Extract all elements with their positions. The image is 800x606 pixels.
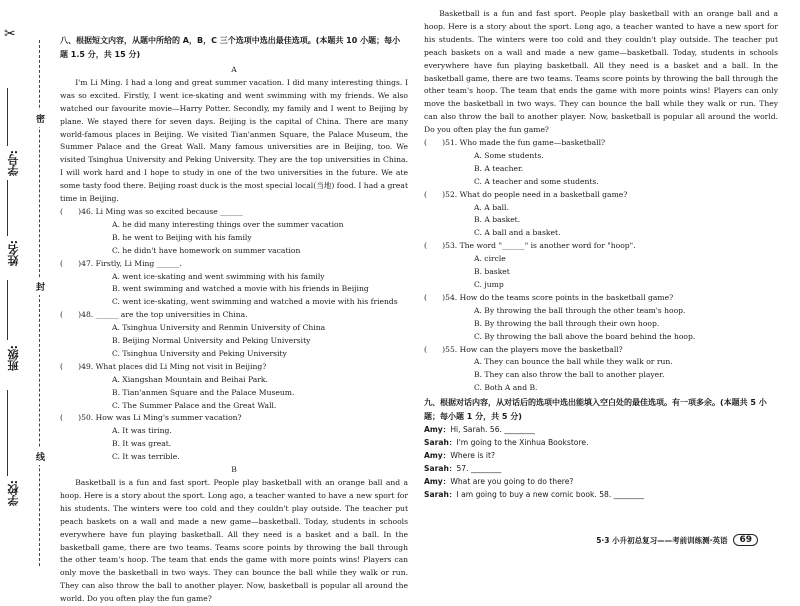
scissors-icon: ✂ [4, 26, 16, 42]
speaker: Sarah： [424, 489, 457, 499]
option: C. A teacher and some students. [474, 176, 599, 186]
utterance: Where is it? [450, 450, 495, 460]
speaker: Sarah： [424, 463, 457, 473]
option: B. he went to Beijing with his family [112, 232, 252, 242]
page-number: 69 [733, 534, 758, 546]
question-49 [60, 361, 408, 413]
utterance: Hi, Sarah. 56. ________ [450, 425, 535, 435]
class-line [7, 280, 8, 340]
option: A. Xiangshan Mountain and Beihai Park. [112, 374, 268, 384]
option: A. Some students. [474, 150, 544, 160]
option: C. A ball and a basket. [474, 228, 561, 238]
option: A. went ice-skating and went swimming with his family [112, 271, 325, 281]
option: B. By throwing the ball through their own hoop. [474, 318, 660, 328]
left-column [60, 34, 409, 604]
question-stem: ( )55. How can the players move the basketball? [424, 344, 623, 354]
option: B. went swimming and watched a movie with his friends in Beijing [112, 284, 369, 294]
name-field [6, 240, 28, 266]
section9-title: 九、根据对话内容，从对话后的选项中选出能填入空白处的最佳选项。有一项多余。(本题共 5 小题；每小题 1 分，共 5 分) [424, 398, 767, 422]
question-55 [424, 344, 778, 396]
school-field [6, 480, 28, 506]
option: B. A basket. [474, 215, 521, 225]
seal-mark: 线 [36, 448, 45, 465]
passage-b-label: B [231, 465, 237, 475]
passage-a: I'm Li Ming. I had a long and great summer vacation. I did many interesting things. I was so excited. Firstly, I went ice-skating and went swimming with my friends. We also watched our favourite movie—Harry Potter. Secondly, my family and I went to Beijing by plane. We stayed there for seven days. Beijing is the capital of China. There are many world-famous places in Beijing. We visited Tian'anmen Square, the Palace Museum, the Summer Palace and the Great Wall. Many famous universities are in Beijing, too. We visited Tsinghua University and Peking University. They are the top universities in China. I will work hard and I hope to study in one of the two universities in the future. We ate some tasty food there. Beijing roast duck is the most special local(当地) food. I had a great time in Beijing. [60, 77, 409, 204]
passage-b-part2-wrapper [424, 9, 778, 137]
speaker: Sarah： [424, 438, 457, 448]
option: C. The Summer Palace and the Great Wall. [112, 400, 277, 410]
page-footer [596, 534, 758, 546]
question-stem: ( )46. Li Ming was so excited because ______ [60, 206, 243, 216]
dialogue-line [424, 489, 778, 502]
question-53 [424, 240, 778, 292]
right-column [424, 9, 778, 502]
dialogue-line [424, 463, 778, 476]
question-stem: ( )54. How do the teams score points in the basketball game? [424, 292, 674, 302]
option: A. By throwing the ball through the other team's hoop. [474, 305, 686, 315]
speaker: Amy： [424, 476, 451, 486]
passage-b-part2: Basketball is a fun and fast sport. People play basketball with an orange ball and a hoop. Here is a story about the sport. Long ago, a teacher wanted to have a new sport for his students. The winters were too cold and they couldn't play outside. The teacher put peach baskets on a wall and made a new game—basketball. Today, students in schools everywhere have fun playing basketball. All they need is a basket and a ball. In the basketball game, there are two teams. Teams score points by throwing the ball through the other team's hoop. The team that ends the game with more points wins! Players can only move the basketball in two ways. They can bounce the ball while they walk or run. They can also throw the ball to another player. Now, basketball is popular all around the world. Do you often play the fun game? [424, 9, 778, 135]
option: B. They can also throw the ball to another player. [474, 370, 665, 380]
passage-a-label: A [231, 65, 237, 74]
question-52 [424, 189, 778, 241]
option: C. It was terrible. [112, 452, 180, 462]
option: C. jump [474, 279, 504, 289]
dialogue-line [424, 450, 778, 463]
question-stem: ( )52. What do people need in a basketball game? [424, 189, 628, 199]
dialogue-line [424, 424, 778, 437]
class-field [6, 345, 28, 371]
option: A. A ball. [474, 202, 509, 212]
option: A. It was tiring. [112, 426, 172, 436]
school-label: 学校: [7, 480, 20, 507]
footer-text: 5·3 小升初总复习——考前训练测·英语 [596, 535, 728, 545]
dialogue-line [424, 437, 778, 450]
option: B. Beijing Normal University and Peking University [112, 336, 311, 346]
option: C. went ice-skating, went swimming and watched a movie with his friends [112, 297, 398, 307]
option: B. It was great. [112, 439, 172, 449]
utterance: I'm going to the Xinhua Bookstore. [456, 438, 589, 448]
question-stem: ( )50. How was Li Ming's summer vacation? [60, 413, 242, 423]
question-stem: ( )53. The word "______" is another word for "hoop". [424, 241, 636, 251]
question-50 [60, 412, 408, 464]
passage-b-part1: Basketball is a fun and fast sport. People play basketball with an orange ball and a hoop. Here is a story about the sport. Long ago, a teacher wanted to have a new sport for his students. The winters were too cold and they couldn't play outside. The teacher put peach baskets on a wall and made a new game—basketball. Today, students in schools everywhere have fun playing basketball. All they need is a basket and a ball. In the basketball game, there are two teams. Teams score points by throwing the ball through the other team's hoop. The team that ends the game with more points wins! Players can only move the basketball in two ways. They can bounce the ball while they walk or run. They can also throw the ball to another player. Now, basketball is popular all around the world. Do you often play the fun game? [60, 478, 408, 604]
utterance: 57. ________ [456, 463, 502, 473]
school-line [7, 390, 8, 476]
section8-title: 八、根据短文内容，从题中所给的 A，B，C 三个选项中选出最佳选项。(本题共 10 小题；每小题 1.5 分，共 15 分) [60, 36, 401, 59]
question-stem: ( )51. Who made the fun game—basketball? [424, 138, 606, 147]
student-id-line [7, 88, 8, 146]
option: A. he did many interesting things over the summer vacation [112, 219, 344, 229]
seal-mark: 密 [36, 110, 45, 127]
student-id-field [6, 150, 28, 176]
option: A. Tsinghua University and Renmin University of China [112, 323, 326, 333]
question-51 [424, 137, 778, 189]
name-line [7, 180, 8, 236]
dialogue [424, 424, 778, 501]
option: C. Tsinghua University and Peking University [112, 348, 287, 358]
option: B. A teacher. [474, 163, 524, 173]
option: A. They can bounce the ball while they walk or run. [474, 357, 673, 367]
class-label: 班级: [7, 345, 20, 372]
speaker: Amy： [424, 425, 451, 435]
option: A. circle [474, 254, 506, 264]
question-54 [424, 292, 778, 344]
dialogue-line [424, 476, 778, 489]
utterance: I am going to buy a new comic book. 58. ________ [456, 489, 645, 499]
option: C. he didn't have homework on summer vacation [112, 245, 301, 255]
name-label: 姓名: [7, 240, 20, 267]
question-46 [60, 206, 408, 258]
option: B. Tian'anmen Square and the Palace Museum. [112, 387, 295, 397]
speaker: Amy： [424, 450, 451, 460]
seal-mark: 封 [36, 278, 45, 295]
option: B. basket [474, 267, 510, 277]
question-48 [60, 309, 408, 361]
option: C. Both A and B. [474, 383, 538, 393]
question-stem: ( )47. Firstly, Li Ming ______. [60, 258, 182, 268]
question-stem: ( )49. What places did Li Ming not visit in Beijing? [60, 361, 267, 371]
option: C. By throwing the ball above the board behind the hoop. [474, 331, 696, 341]
question-47 [60, 258, 408, 310]
question-stem: ( )48. ______ are the top universities in China. [60, 310, 248, 320]
binding-margin [0, 0, 56, 566]
student-id-label: 学号: [7, 150, 20, 177]
utterance: What are you going to do there? [450, 476, 574, 486]
